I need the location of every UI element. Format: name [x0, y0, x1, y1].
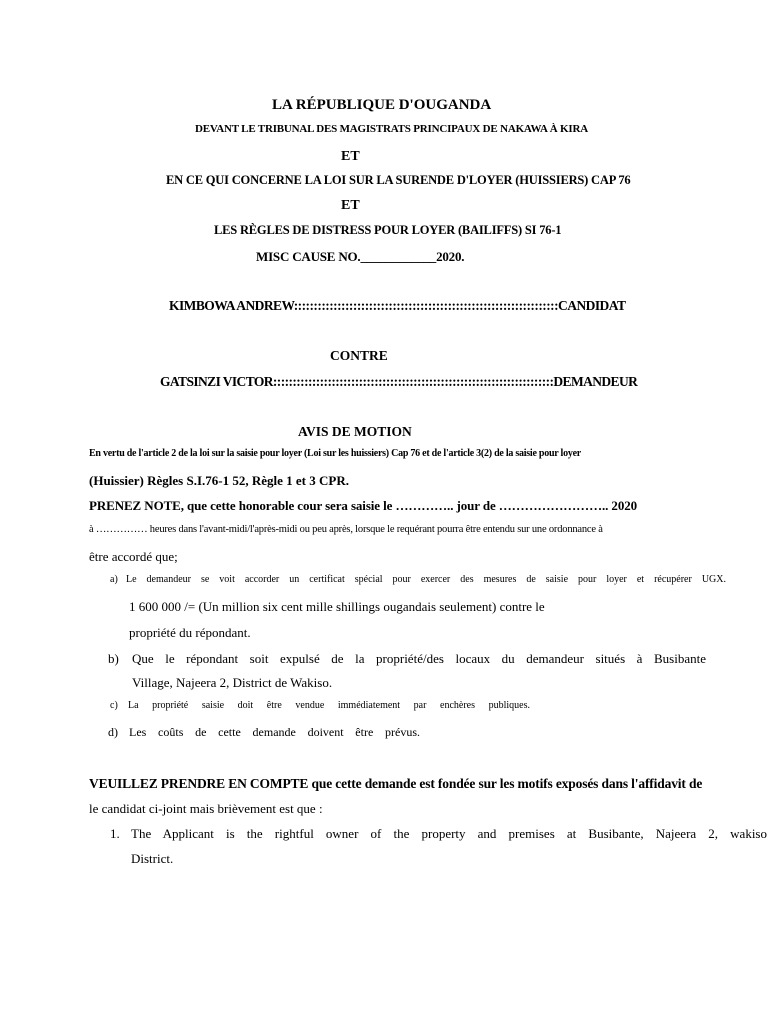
- cause-number: MISC CAUSE NO.____________2020.: [256, 249, 465, 264]
- respondent-line: GATSINZI VICTOR::::::::::::::::::::::::::::::::::::::::::::::::::::::::::::::::::::::::DEMANDEUR: [160, 374, 638, 389]
- hours-line: à …………… heures dans l'avant-midi/l'après-midi ou peu après, lorsque le requérant pourra être entendu sur une ordonnance à: [89, 524, 603, 535]
- order-b-tail: Village, Najeera 2, District de Wakiso.: [132, 675, 333, 690]
- ground-1-number: 1.: [110, 826, 120, 841]
- ground-1-text: The Applicant is the rightful owner of the property and premises at Busibante, Najeera 2, wakiso: [131, 826, 767, 841]
- basis-line-1: En vertu de l'article 2 de la loi sur la saisie pour loyer (Loi sur les huissiers) Cap 76 et de l'article 3(2) de la saisie pour loyer: [89, 448, 581, 459]
- order-d-label: d): [108, 725, 118, 739]
- order-a-text: Le demandeur se voit accorder un certificat spécial pour exercer des mesures de saisie pour loyer et récupérer UGX.: [126, 574, 726, 585]
- order-a-amount: 1 600 000 /= (Un million six cent mille shillings ougandais seulement) contre le: [129, 599, 545, 614]
- ground-1-tail: District.: [131, 851, 174, 866]
- order-b-text: Que le répondant soit expulsé de la propriété/des locaux du demandeur situés à Busibante: [132, 651, 706, 666]
- court-line: DEVANT LE TRIBUNAL DES MAGISTRATS PRINCIPAUX DE NAKAWA À KIRA: [195, 123, 588, 135]
- law-line: EN CE QUI CONCERNE LA LOI SUR LA SURENDE D'LOYER (HUISSIERS) CAP 76: [166, 173, 631, 187]
- order-b-label: b): [108, 651, 119, 666]
- et-line-1: ET: [341, 149, 360, 164]
- contre-line: CONTRE: [330, 348, 388, 363]
- order-c-label: c): [110, 700, 118, 711]
- grounds-lead: VEUILLEZ PRENDRE EN COMPTE que cette demande est fondée sur les motifs exposés dans l'affidavit de: [89, 776, 703, 791]
- applicant-line: KIMBOWA ANDREW:::::::::::::::::::::::::::::::::::::::::::::::::::::::::::::::::::CANDIDAT: [169, 298, 626, 313]
- motion-title: AVIS DE MOTION: [298, 424, 412, 439]
- et-line-2: ET: [341, 198, 360, 213]
- order-a-tail: propriété du répondant.: [129, 625, 251, 640]
- rules-line: LES RÈGLES DE DISTRESS POUR LOYER (BAILIFFS) SI 76-1: [214, 223, 562, 237]
- order-d-text: Les coûts de cette demande doivent être prévus.: [129, 725, 420, 739]
- order-c-text: La propriété saisie doit être vendue immédiatement par enchères publiques.: [128, 700, 530, 711]
- republic-heading: LA RÉPUBLIQUE D'OUGANDA: [272, 97, 492, 113]
- grounds-lead-rest: le candidat ci-joint mais brièvement est que :: [89, 801, 323, 816]
- basis-line-2: (Huissier) Règles S.I.76-1 52, Règle 1 et 3 CPR.: [89, 473, 349, 488]
- order-a-label: a): [110, 574, 118, 585]
- granted-line: être accordé que;: [89, 549, 178, 564]
- notice-line: PRENEZ NOTE, que cette honorable cour sera saisie le ………….. jour de …………………….. 2020: [89, 498, 638, 513]
